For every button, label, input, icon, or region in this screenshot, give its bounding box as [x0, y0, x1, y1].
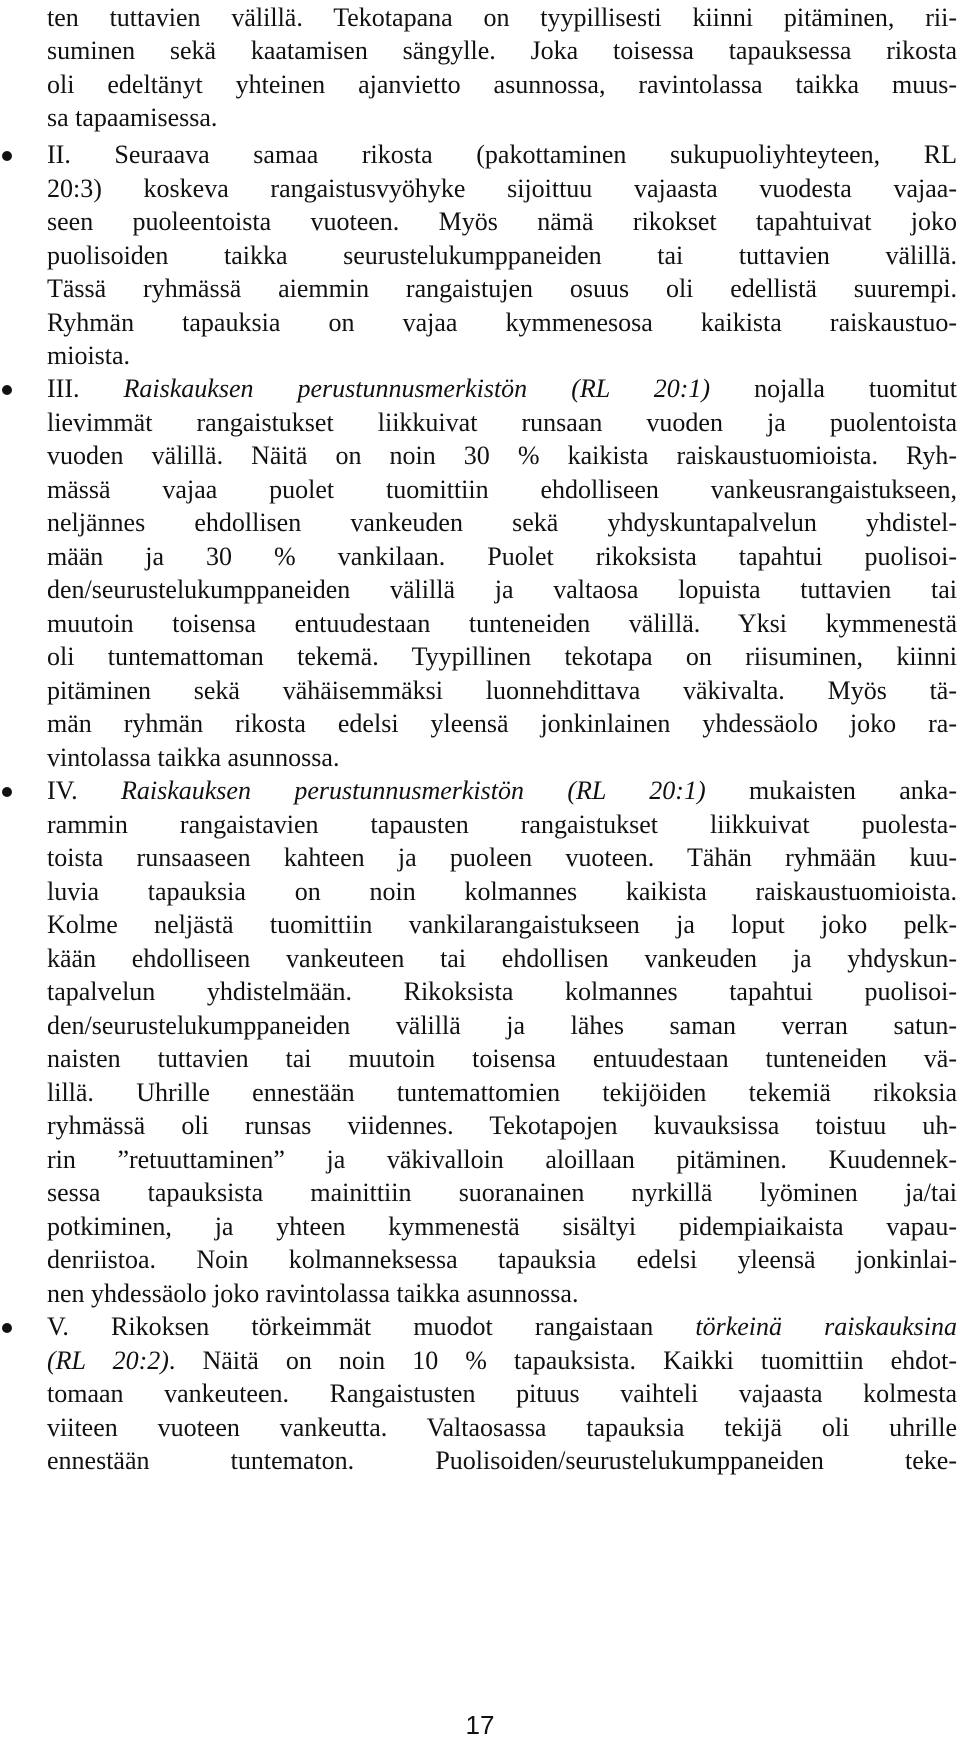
text-line: neljännes ehdollisen vankeuden sekä yhdyskuntapalvelun yhdistel-	[47, 508, 957, 537]
text-line: Ryhmän tapauksia on vajaa kymmenesosa kaikista raiskaustuo-	[47, 308, 957, 337]
statute-reference: Raiskauksen perustunnusmerkistön (RL 20:1)	[120, 776, 706, 805]
text-line: ryhmässä oli runsas viidennes. Tekotapojen kuvauksissa toistuu uh-	[47, 1111, 957, 1140]
text-line: vuoden välillä. Näitä on noin 30 % kaikista raiskaustuomioista. Ryh-	[47, 441, 957, 470]
text-line: luvia tapauksia on noin kolmannes kaikista raiskaustuomioista.	[47, 877, 957, 906]
text-line: mioista.	[47, 341, 131, 370]
text-line: mässä vajaa puolet tuomittiin ehdolliseen vankeusrangaistukseen,	[47, 475, 957, 504]
text-line: sessa tapauksista mainittiin suoranainen nyrkillä lyöminen ja/tai	[47, 1178, 957, 1207]
item-prefix: IV.	[47, 776, 121, 805]
text-line: pitäminen sekä vähäisemmäksi luonnehdittava väkivalta. Myös tä-	[47, 676, 957, 705]
text-line: oli tuntemattoman tekemä. Tyypillinen tekotapa on riisuminen, kiinni	[47, 642, 957, 671]
text-segment: . Näitä on noin 10 % tapauksista. Kaikki tuomittiin ehdot-	[168, 1346, 957, 1375]
text-line: oli edeltänyt yhteinen ajanvietto asunnossa, ravintolassa taikka muus-	[47, 70, 957, 99]
item-prefix: V. Rikoksen törkeimmät muodot rangaistaan	[47, 1312, 696, 1341]
text-line: den/seurustelukumppaneiden välillä ja valtaosa lopuista tuttavien tai	[47, 575, 957, 604]
text-line: lillä. Uhrille ennestään tuntemattomien tekijöiden tekemiä rikoksia	[47, 1078, 957, 1107]
text-line: seen puoleentoista vuoteen. Myös nämä rikokset tapahtuivat joko	[47, 207, 957, 236]
text-line: lievimmät rangaistukset liikkuivat runsaan vuoden ja puolentoista	[47, 408, 957, 437]
text-segment: nojalla tuomitut	[710, 374, 958, 403]
text-line: den/seurustelukumppaneiden välillä ja lähes saman verran satun-	[47, 1011, 957, 1040]
statute-reference: (RL 20:2)	[47, 1346, 169, 1375]
text-line: kään ehdolliseen vankeuteen tai ehdollisen vankeuden ja yhdyskun-	[47, 944, 957, 973]
page-number: 17	[465, 1710, 495, 1740]
text-line: toista runsaaseen kahteen ja puoleen vuoteen. Tähän ryhmään kuu-	[47, 843, 957, 872]
text-line: muutoin toisensa entuudestaan tunteneiden välillä. Yksi kymmenestä	[47, 609, 957, 638]
bullet-icon	[2, 151, 12, 161]
text-line	[47, 773, 957, 809]
text-segment: mukaisten anka-	[705, 776, 958, 805]
text-line: rin ”retuuttaminen” ja väkivalloin aloillaan pitäminen. Kuudennek-	[47, 1145, 957, 1174]
text-line: puolisoiden taikka seurustelukumppaneiden tai tuttavien välillä.	[47, 241, 957, 270]
text-line: denriistoa. Noin kolmanneksessa tapauksia edelsi yleensä jonkinlai-	[47, 1245, 957, 1274]
offence-name: törkeinä raiskauksina	[695, 1312, 957, 1341]
statute-reference: Raiskauksen perustunnusmerkistön (RL 20:1)	[123, 374, 711, 403]
text-line: män ryhmän rikosta edelsi yleensä jonkinlainen yhdessäolo joko ra-	[47, 709, 957, 738]
text-line	[47, 371, 957, 407]
text-line: viiteen vuoteen vankeutta. Valtaosassa tapauksia tekijä oli uhrille	[47, 1413, 957, 1442]
bullet-icon	[2, 385, 12, 395]
text-line	[47, 1343, 957, 1379]
text-line: naisten tuttavien tai muutoin toisensa entuudestaan tunteneiden vä-	[47, 1044, 957, 1073]
text-line: Tässä ryhmässä aiemmin rangaistujen osuus oli edellistä suurempi.	[47, 274, 957, 303]
text-line: tapalvelun yhdistelmään. Rikoksista kolmannes tapahtui puolisoi-	[47, 977, 957, 1006]
text-line	[47, 1309, 957, 1345]
text-line: potkiminen, ja yhteen kymmenestä sisältyi pidempiaikaista vapau-	[47, 1212, 957, 1241]
text-line: suminen sekä kaatamisen sängylle. Joka toisessa tapauksessa rikosta	[47, 36, 957, 65]
text-line: Kolme neljästä tuomittiin vankilarangaistukseen ja loput joko pelk-	[47, 910, 957, 939]
text-line: nen yhdessäolo joko ravintolassa taikka asunnossa.	[47, 1279, 579, 1308]
text-line: II. Seuraava samaa rikosta (pakottaminen sukupuoliyhteyteen, RL	[47, 140, 957, 169]
text-line: ten tuttavien välillä. Tekotapana on tyypillisesti kiinni pitäminen, rii-	[47, 3, 957, 32]
text-line: vintolassa taikka asunnossa.	[47, 743, 340, 772]
item-prefix: III.	[47, 374, 124, 403]
text-line: sa tapaamisessa.	[47, 103, 218, 132]
text-line: 20:3) koskeva rangaistusvyöhyke sijoittuu vajaasta vuodesta vajaa-	[47, 174, 957, 203]
text-line: ennestään tuntematon. Puolisoiden/seurustelukumppaneiden teke-	[47, 1446, 957, 1475]
text-line: tomaan vankeuteen. Rangaistusten pituus vaihteli vajaasta kolmesta	[47, 1379, 957, 1408]
text-line: mään ja 30 % vankilaan. Puolet rikoksista tapahtui puolisoi-	[47, 542, 957, 571]
bullet-icon	[2, 787, 12, 797]
bullet-icon	[2, 1323, 12, 1333]
text-line: rammin rangaistavien tapausten rangaistukset liikkuivat puolesta-	[47, 810, 957, 839]
